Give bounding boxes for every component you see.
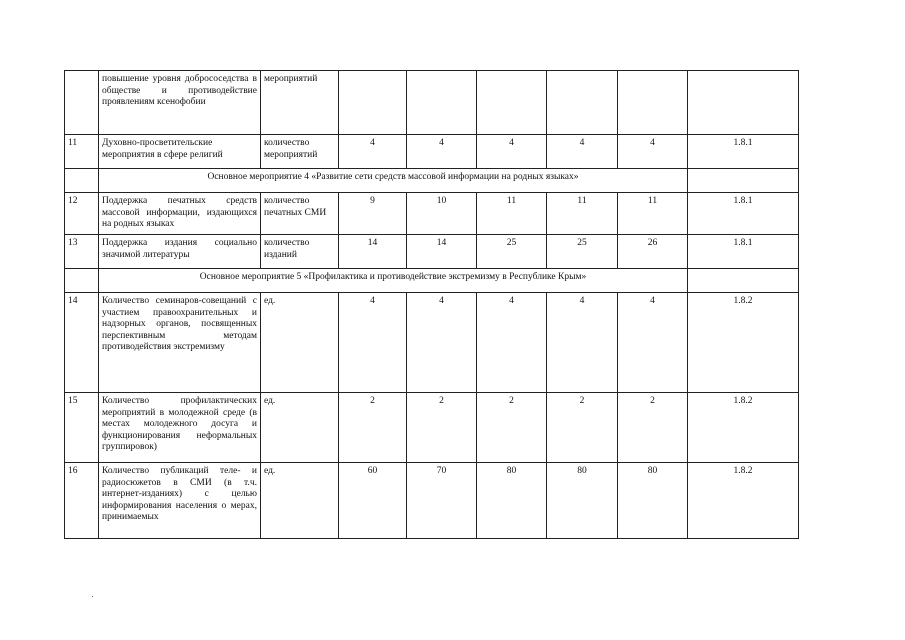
row-value-2: 4 [407,293,477,393]
row-value-4: 11 [547,193,618,235]
row-value-5 [618,71,688,135]
row-unit: количество мероприятий [261,135,339,169]
table-row [65,193,799,235]
indicators-table [64,70,799,539]
row-unit: количество изданий [261,235,339,269]
row-value-3: 4 [477,293,547,393]
row-value-3: 25 [477,235,547,269]
row-description: повышение уровня добрососедства в обществе и противодействие проявлениям ксенофобии [99,71,261,135]
section-title: Основное мероприятие 4 «Развитие сети средств массовой информации на родных языках» [99,169,688,193]
row-value-4: 2 [547,393,618,463]
row-value-5: 4 [618,293,688,393]
row-value-5: 11 [618,193,688,235]
row-value-1: 60 [339,463,407,539]
row-unit: мероприятий [261,71,339,135]
row-value-1: 4 [339,135,407,169]
row-number [65,71,99,135]
row-unit: количество печатных СМИ [261,193,339,235]
row-value-2: 14 [407,235,477,269]
row-value-4: 80 [547,463,618,539]
row-number: 13 [65,235,99,269]
row-code: 1.8.1 [688,135,799,169]
row-value-3 [477,71,547,135]
row-value-4: 25 [547,235,618,269]
row-code: 1.8.1 [688,235,799,269]
row-unit: ед. [261,293,339,393]
section-num-cell [65,269,99,293]
row-value-4 [547,71,618,135]
section-title: Основное мероприятие 5 «Профилактика и противодействие экстремизму в Республике Крым» [99,269,688,293]
row-description: Духовно-просветительские мероприятия в сфере религий [99,135,261,169]
table-row [65,235,799,269]
row-value-2: 4 [407,135,477,169]
section-code-cell [688,269,799,293]
row-number: 14 [65,293,99,393]
row-value-2: 10 [407,193,477,235]
table-row [65,135,799,169]
row-number: 11 [65,135,99,169]
section-num-cell [65,169,99,193]
row-value-2: 2 [407,393,477,463]
row-description: Количество профилактических мероприятий в молодежной среде (в местах молодежного досуга и функционирования неформальных группировок) [99,393,261,463]
row-value-5: 80 [618,463,688,539]
section-code-cell [688,169,799,193]
row-value-1: 14 [339,235,407,269]
row-value-1: 2 [339,393,407,463]
row-unit: ед. [261,393,339,463]
table-row [65,71,799,135]
row-value-3: 4 [477,135,547,169]
row-value-5: 4 [618,135,688,169]
row-description: Поддержка печатных средств массовой информации, издающихся на родных языках [99,193,261,235]
section-row [65,169,799,193]
table-row [65,393,799,463]
row-code: 1.8.1 [688,193,799,235]
scan-speck [92,596,93,597]
row-unit: ед. [261,463,339,539]
row-code: 1.8.2 [688,293,799,393]
row-value-4: 4 [547,135,618,169]
row-description: Количество публикаций теле- и радиосюжетов в СМИ (в т.ч. интернет-изданиях) с целью информирования населения о мерах, принимаемых [99,463,261,539]
row-value-3: 11 [477,193,547,235]
row-code [688,71,799,135]
section-row [65,269,799,293]
row-value-5: 26 [618,235,688,269]
row-code: 1.8.2 [688,463,799,539]
row-value-3: 2 [477,393,547,463]
row-value-1: 9 [339,193,407,235]
row-value-2 [407,71,477,135]
row-value-1: 4 [339,293,407,393]
row-code: 1.8.2 [688,393,799,463]
row-value-5: 2 [618,393,688,463]
table-row [65,463,799,539]
row-number: 16 [65,463,99,539]
row-description: Количество семинаров-совещаний с участием правоохранительных и надзорных органов, посвященных перспективным методам противодействия экстремизму [99,293,261,393]
table-row [65,293,799,393]
row-value-4: 4 [547,293,618,393]
row-description: Поддержка издания социально значимой литературы [99,235,261,269]
row-value-2: 70 [407,463,477,539]
row-value-1 [339,71,407,135]
row-number: 15 [65,393,99,463]
row-value-3: 80 [477,463,547,539]
row-number: 12 [65,193,99,235]
